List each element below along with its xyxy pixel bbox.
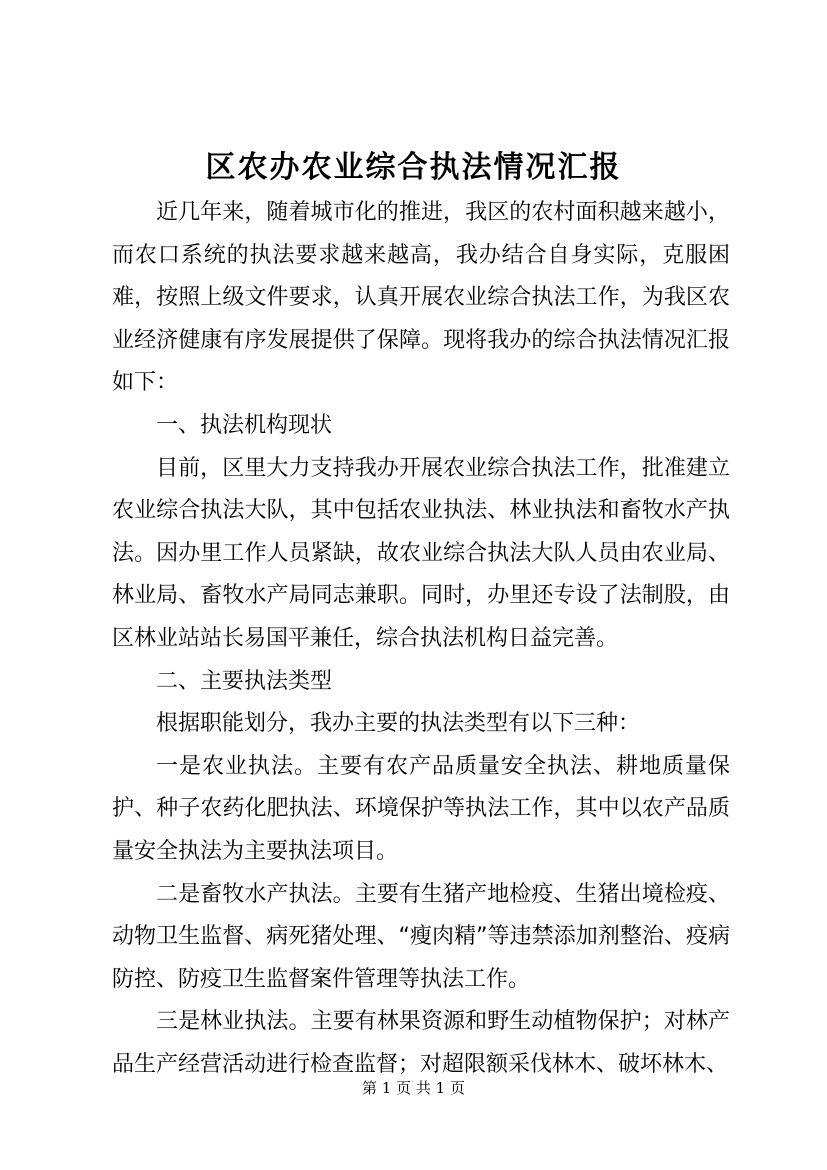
section-heading-1: 一、执法机构现状 [156,412,333,438]
paragraph-organization: 目前，区里大力支持我办开展农业综合执法工作，批准建立农业综合执法大队，其中包括农业执法、林业执法和畜牧水产执法。因办里工作人员紧缺，故农业综合执法大队人员由农业局、林业局、畜牧水产局同志兼职。同时，办里还专设了法制股，由区林业站站长易国平兼任，综合执法机构日益完善。 [112,455,730,651]
document-body [112,192,730,1086]
paragraph-forestry: 三是林业执法。主要有林果资源和野生动植物保护；对林产品生产经营活动进行检查监督；对超限额采伐林木、破坏林木、 [112,1009,730,1077]
paragraph-agriculture: 一是农业执法。主要有农产品质量安全执法、耕地质量保护、种子农药化肥执法、环境保护等执法工作，其中以农产品质量安全执法为主要执法项目。 [112,753,730,864]
paragraph-livestock: 二是畜牧水产执法。主要有生猪产地检疫、生猪出境检疫、动物卫生监督、病死猪处理、“瘦肉精”等违禁添加剂整治、疫病防控、防疫卫生监督案件管理等执法工作。 [112,881,730,992]
paragraph-types-intro: 根据职能划分，我办主要的执法类型有以下三种： [156,711,641,737]
document-title: 区农办农业综合执法情况汇报 [205,150,622,185]
section-heading-2: 二、主要执法类型 [156,668,333,694]
paragraph-intro: 近几年来，随着城市化的推进，我区的农村面积越来越小，而农口系统的执法要求越来越高，我办结合自身实际，克服困难，按照上级文件要求，认真开展农业综合执法工作，为我区农业经济健康有序发展提供了保障。现将我办的综合执法情况汇报如下： [112,200,730,396]
page-number-footer: 第 1 页 共 1 页 [362,1079,465,1097]
